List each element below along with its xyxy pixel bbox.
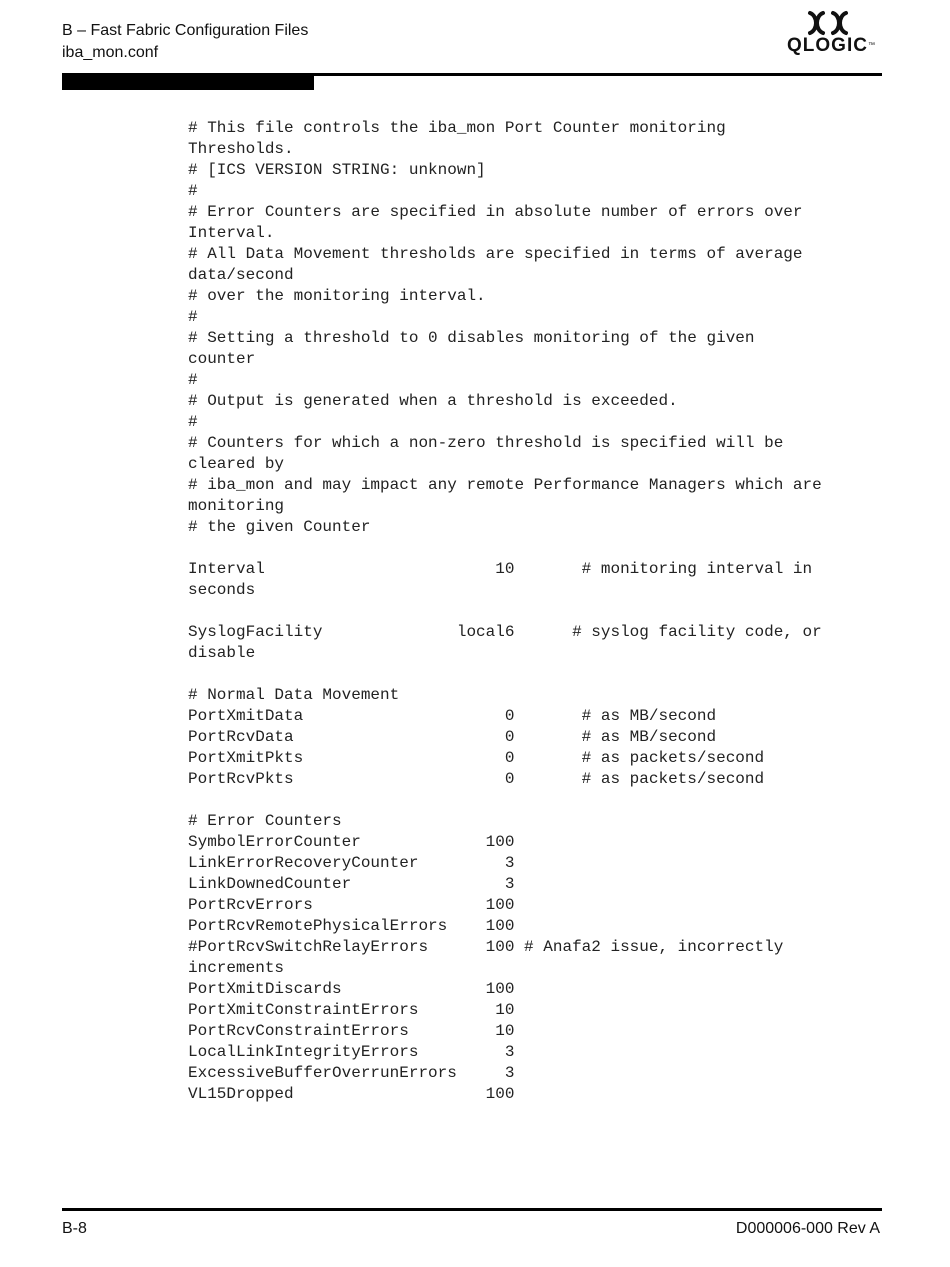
code-line	[188, 790, 822, 811]
code-line: Interval.	[188, 224, 275, 242]
code-line: cleared by	[188, 455, 285, 473]
code-line: Interval 10 # monitoring interval in	[188, 560, 813, 578]
chapter-title: B – Fast Fabric Configuration Files	[62, 22, 309, 39]
code-line: # iba_mon and may impact any remote Performance Managers which are	[188, 476, 822, 494]
code-line: #	[188, 413, 198, 431]
code-line: #	[188, 182, 198, 200]
code-line: monitoring	[188, 497, 285, 515]
qlogic-logo	[778, 10, 878, 56]
trademark-symbol: ™	[867, 42, 875, 49]
code-line: PortRcvData 0 # as MB/second	[188, 728, 717, 746]
code-line: PortXmitPkts 0 # as packets/second	[188, 749, 765, 767]
code-line: #PortRcvSwitchRelayErrors 100 # Anafa2 issue, incorrectly	[188, 938, 784, 956]
code-line: PortXmitDiscards 100	[188, 980, 515, 998]
section-title: iba_mon.conf	[62, 44, 159, 61]
code-line: PortXmitData 0 # as MB/second	[188, 707, 717, 725]
code-line: # the given Counter	[188, 518, 371, 536]
code-line: # Error Counters are specified in absolute number of errors over	[188, 203, 803, 221]
logo-wordmark: QLOGIC	[787, 35, 868, 56]
code-line: LocalLinkIntegrityErrors 3	[188, 1043, 515, 1061]
qlogic-logo-icon	[806, 10, 850, 36]
code-line: LinkDownedCounter 3	[188, 875, 515, 893]
code-line: SymbolErrorCounter 100	[188, 833, 515, 851]
code-line	[188, 538, 822, 559]
page-header	[62, 20, 308, 64]
code-line: # Normal Data Movement	[188, 686, 400, 704]
code-line: # [ICS VERSION STRING: unknown]	[188, 161, 486, 179]
code-line: PortRcvRemotePhysicalErrors 100	[188, 917, 515, 935]
config-file-listing	[188, 118, 822, 1105]
code-line: PortRcvErrors 100	[188, 896, 515, 914]
code-line: # All Data Movement thresholds are specified in terms of average	[188, 245, 803, 263]
code-line: counter	[188, 350, 256, 368]
document-id: D000006-000 Rev A	[735, 1220, 880, 1237]
footer-rule	[62, 1208, 882, 1211]
code-line: LinkErrorRecoveryCounter 3	[188, 854, 515, 872]
code-line: # over the monitoring interval.	[188, 287, 486, 305]
header-bar	[62, 76, 314, 90]
code-line: increments	[188, 959, 285, 977]
page-number: B-8	[62, 1220, 87, 1237]
code-line: seconds	[188, 581, 256, 599]
code-line: #	[188, 308, 198, 326]
code-line: # Counters for which a non-zero threshold is specified will be	[188, 434, 784, 452]
code-line: #	[188, 371, 198, 389]
code-line: # Error Counters	[188, 812, 342, 830]
code-line: Thresholds.	[188, 140, 294, 158]
code-line	[188, 664, 822, 685]
code-line: SyslogFacility local6 # syslog facility code, or	[188, 623, 822, 641]
code-line: ExcessiveBufferOverrunErrors 3	[188, 1064, 515, 1082]
code-line: PortXmitConstraintErrors 10	[188, 1001, 515, 1019]
code-line: data/second	[188, 266, 294, 284]
code-line: # Output is generated when a threshold is exceeded.	[188, 392, 678, 410]
code-line: PortRcvPkts 0 # as packets/second	[188, 770, 765, 788]
code-line: disable	[188, 644, 256, 662]
code-line: # This file controls the iba_mon Port Counter monitoring	[188, 119, 726, 137]
code-line: VL15Dropped 100	[188, 1085, 515, 1103]
code-line: # Setting a threshold to 0 disables monitoring of the given	[188, 329, 755, 347]
code-line	[188, 601, 822, 622]
code-line: PortRcvConstraintErrors 10	[188, 1022, 515, 1040]
